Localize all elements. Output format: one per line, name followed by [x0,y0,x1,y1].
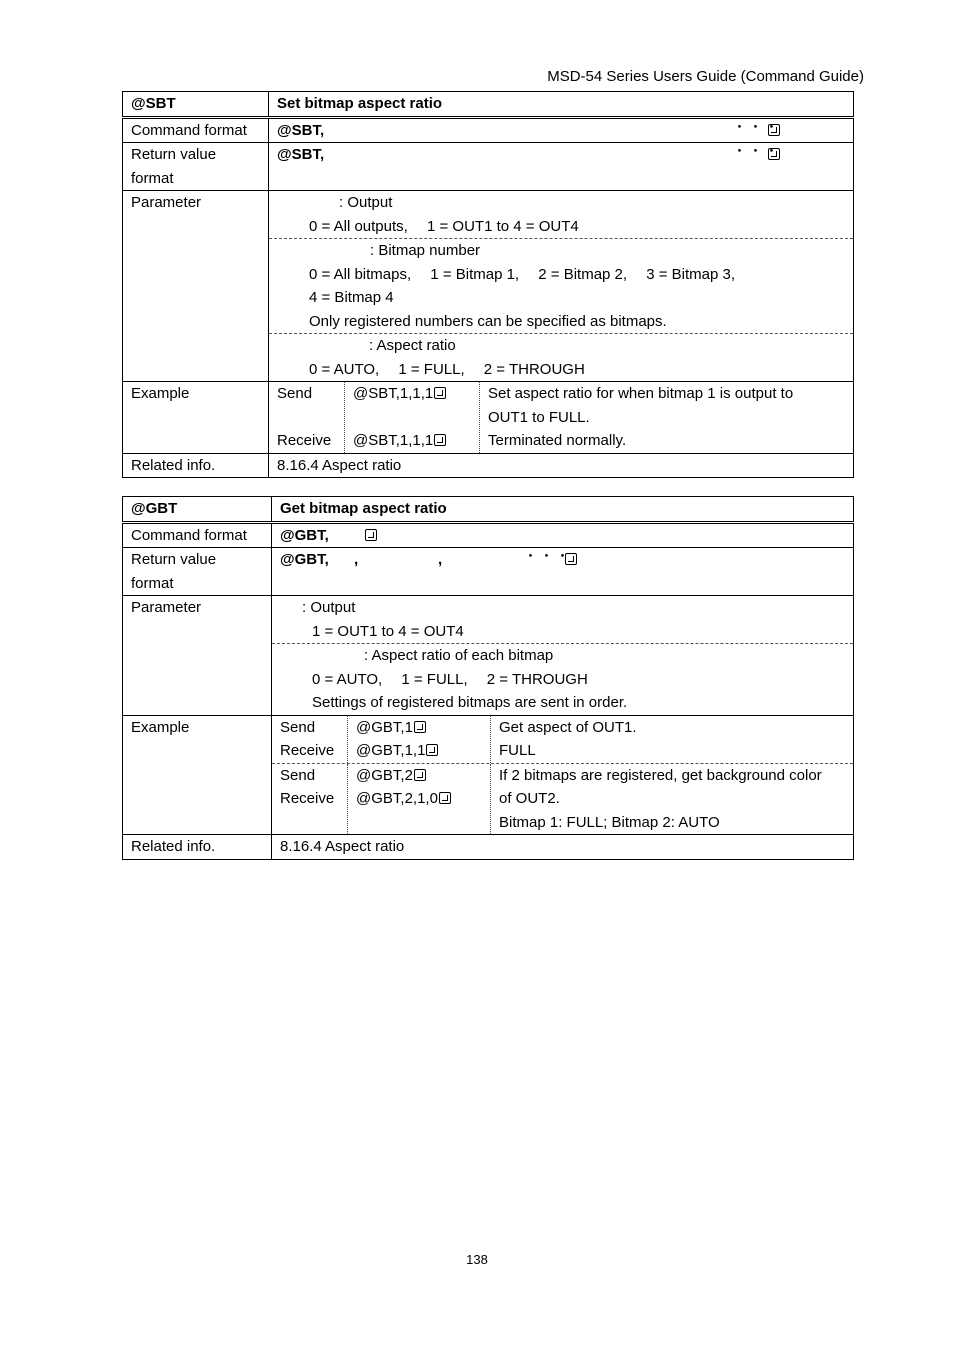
return-key-icon [768,148,780,160]
send-label: Send [280,766,316,784]
command-format-label: Command format [123,522,272,548]
sbt-example-row [123,382,854,454]
param-line: 0 = All outputs, 1 = OUT1 to 4 = OUT4 [309,217,579,235]
send-label: Send [277,385,313,402]
return-key-icon [439,792,451,804]
related-info-label: Related info. [123,835,272,860]
ellipsis-dots: ・・・ [732,118,781,136]
param-line: Settings of registered bitmaps are sent in order. [312,694,628,711]
return-value-label-2: format [131,169,174,187]
send-command: @SBT,1,1,1 [353,385,434,402]
sbt-command-name: @SBT [123,92,269,118]
send-label: Send [280,718,316,736]
sbt-command-format: @SBT, [277,121,325,139]
return-value-label: Return value [131,551,217,568]
ellipsis-dots: ・・・ [523,548,572,565]
related-info-value: 8.16.4 Aspect ratio [269,453,854,478]
param-heading: : Bitmap number [370,242,481,259]
param-line: 0 = All bitmaps, 1 = Bitmap 1, 2 = Bitmap 2, 3 = Bitmap 3, [309,265,736,283]
sbt-command-format-row [123,117,854,143]
return-key-icon [768,124,780,136]
gbt-return-format-row [123,548,854,596]
return-key-icon [434,387,446,399]
param-line: 1 = OUT1 to 4 = OUT4 [312,622,464,640]
receive-description: of OUT2. [499,790,560,807]
send-description: If 2 bitmaps are registered, get background color [499,766,822,784]
sbt-related-row [123,453,854,478]
gbt-param-output [272,596,853,644]
gbt-command-format: @GBT, [280,526,329,544]
gbt-command-format-row [123,522,854,548]
receive-command: @GBT,2,1,0 [356,790,438,807]
sbt-param-aspect [269,334,853,381]
page-header: MSD-54 Series Users Guide (Command Guide) [547,68,864,85]
return-key-icon [434,434,446,446]
send-description: Set aspect ratio for when bitmap 1 is output to [488,385,794,402]
return-key-icon [365,529,377,541]
parameter-label: Parameter [123,596,272,716]
separator-comma: , [354,551,359,568]
receive-description: FULL [499,742,536,759]
sbt-command-table [122,91,854,478]
param-line: 0 = AUTO, 1 = FULL, 2 = THROUGH [309,360,585,378]
parameter-label: Parameter [123,191,269,382]
return-key-icon [414,721,426,733]
receive-command: @GBT,1,1 [356,742,426,759]
sbt-return-format-row [123,143,854,191]
receive-label: Receive [277,432,332,449]
gbt-param-aspect [272,644,853,715]
receive-label: Receive [280,790,335,807]
receive-label: Receive [280,742,335,759]
param-heading: : Aspect ratio [369,337,456,354]
param-heading: : Output [302,599,356,616]
return-key-icon [426,744,438,756]
send-description-2: OUT1 to FULL. [488,408,590,426]
gbt-command-table [122,496,854,860]
example-label: Example [123,382,269,454]
receive-command: @SBT,1,1,1 [353,432,434,449]
gbt-command-title: Get bitmap aspect ratio [272,497,854,523]
gbt-related-row [123,835,854,860]
sbt-return-format: @SBT, [277,146,325,163]
param-heading: : Aspect ratio of each bitmap [364,647,554,664]
gbt-title-row [123,497,854,523]
param-line: 0 = AUTO, 1 = FULL, 2 = THROUGH [312,670,588,688]
param-heading: : Output [339,194,393,211]
param-line: 4 = Bitmap 4 [309,289,394,306]
sbt-param-bitmap [269,239,853,334]
sbt-parameter-row [123,191,854,382]
example-label: Example [123,715,272,835]
gbt-command-name: @GBT [123,497,272,523]
send-command: @GBT,2 [356,766,413,784]
gbt-return-format: @GBT, [280,551,329,568]
send-command: @GBT,1 [356,718,413,736]
gbt-example-row [123,715,854,835]
related-info-value: 8.16.4 Aspect ratio [272,835,854,860]
param-line: Only registered numbers can be specified as bitmaps. [309,312,667,330]
gbt-parameter-row [123,596,854,716]
receive-description: Terminated normally. [488,432,627,449]
receive-description-2: Bitmap 1: FULL; Bitmap 2: AUTO [499,813,720,831]
related-info-label: Related info. [123,453,269,478]
return-key-icon [565,553,577,565]
return-value-label: Return value [131,146,217,163]
sbt-command-title: Set bitmap aspect ratio [269,92,854,118]
return-key-icon [414,769,426,781]
ellipsis-dots: ・・・ [732,143,781,160]
separator-comma: , [438,551,443,568]
sbt-title-row [123,92,854,118]
return-value-label-2: format [131,574,174,592]
send-description: Get aspect of OUT1. [499,718,637,736]
sbt-param-output [269,191,853,239]
command-format-label: Command format [123,117,269,143]
page-number: 138 [466,1252,488,1267]
